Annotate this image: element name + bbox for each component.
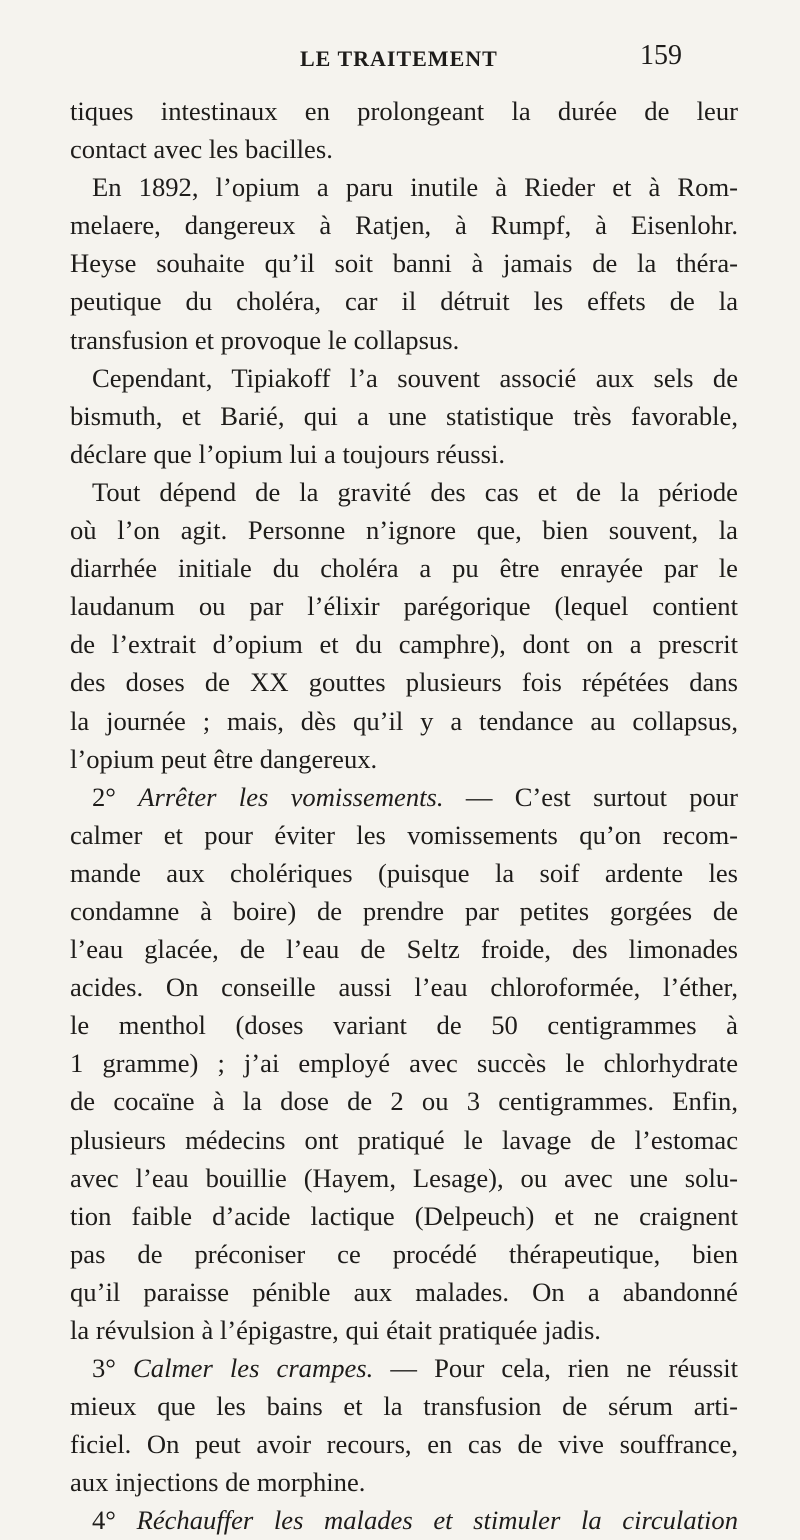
text-line: Heyse souhaite qu’il soit banni à jamais de la théra- — [70, 248, 738, 279]
section-title: Calmer les crampes. — [133, 1353, 374, 1384]
text-line: plusieurs médecins ont pratiqué le lavage de l’estomac — [70, 1124, 738, 1155]
section-heading-line — [70, 1349, 738, 1387]
text-line: transfusion et provoque le collapsus. — [70, 324, 460, 355]
text-line: le menthol (doses variant de 50 centigrammes à — [70, 1010, 738, 1041]
section-title: Réchauffer les malades et stimuler la circulation — [136, 1505, 738, 1536]
text-line: diarrhée initiale du choléra a pu être enrayée par le — [70, 553, 738, 584]
text-line: 1 gramme) ; j’ai employé avec succès le chlorhydrate — [70, 1048, 738, 1079]
text-line: mande aux cholériques (puisque la soif ardente les — [70, 857, 738, 888]
text-line: l’opium peut être dangereux. — [70, 743, 378, 774]
text-line: bismuth, et Barié, qui a une statistique très favorable, — [70, 400, 738, 431]
running-head — [0, 40, 800, 80]
text-line: condamne à boire) de prendre par petites gorgées de — [70, 895, 738, 926]
text-line: acides. On conseille aussi l’eau chloroformée, l’éther, — [70, 972, 738, 1003]
text-line: En 1892, l’opium a paru inutile à Rieder et à Rom- — [92, 172, 738, 203]
text-line: des doses de XX gouttes plusieurs fois répétées dans — [70, 667, 738, 698]
text-line: peutique du choléra, car il détruit les effets de la — [70, 286, 738, 317]
text-line: calmer et pour éviter les vomissements qu’on recom- — [70, 819, 738, 850]
section-title: Arrêter les vomissements. — [138, 781, 444, 812]
text-line: qu’il paraisse pénible aux malades. On a abandonné — [70, 1276, 738, 1307]
text-line: de cocaïne à la dose de 2 ou 3 centigrammes. Enfin, — [70, 1086, 738, 1117]
section-text: — C’est surtout pour — [443, 781, 739, 812]
text-line: ficiel. On peut avoir recours, en cas de vive souffrance, — [70, 1429, 738, 1460]
text-line: aux injections de morphine. — [70, 1467, 366, 1498]
text-line: la journée ; mais, dès qu’il y a tendance au collapsus, — [70, 705, 738, 736]
text-line: tion faible d’acide lactique (Delpeuch) et ne craignent — [70, 1200, 738, 1231]
text-line: où l’on agit. Personne n’ignore que, bien souvent, la — [70, 515, 738, 546]
text-line: tiques intestinaux en prolongeant la durée de leur — [70, 96, 738, 126]
section-number: 4° — [92, 1505, 116, 1536]
text-line: mieux que les bains et la transfusion de sérum arti- — [70, 1391, 738, 1422]
text-line: avec l’eau bouillie (Hayem, Lesage), ou avec une solu- — [70, 1162, 738, 1193]
section-heading-line — [70, 778, 738, 816]
body-text — [70, 92, 738, 1540]
section-text: — Pour cela, rien ne réussit — [373, 1353, 738, 1384]
text-line: Tout dépend de la gravité des cas et de la période — [92, 476, 738, 507]
section-number: 3° — [92, 1353, 116, 1384]
text-line: l’eau glacée, de l’eau de Seltz froide, des limonades — [70, 934, 738, 965]
text-line: de l’extrait d’opium et du camphre), dont on a prescrit — [70, 629, 738, 660]
text-line: déclare que l’opium lui a toujours réussi. — [70, 438, 505, 469]
text-line: contact avec les bacilles. — [70, 134, 333, 165]
section-heading-line — [70, 1501, 738, 1539]
page-number: 159 — [640, 40, 682, 71]
text-line: melaere, dangereux à Ratjen, à Rumpf, à Eisenlohr. — [70, 210, 738, 241]
text-line: laudanum ou par l’élixir parégorique (lequel contient — [70, 591, 738, 622]
section-number: 2° — [92, 781, 116, 812]
text-line: la révulsion à l’épigastre, qui était pratiquée jadis. — [70, 1315, 601, 1345]
running-title: LE TRAITEMENT — [300, 46, 498, 71]
text-line: pas de préconiser ce procédé thérapeutique, bien — [70, 1238, 738, 1269]
text-line: Cependant, Tipiakoff l’a souvent associé aux sels de — [92, 362, 738, 393]
